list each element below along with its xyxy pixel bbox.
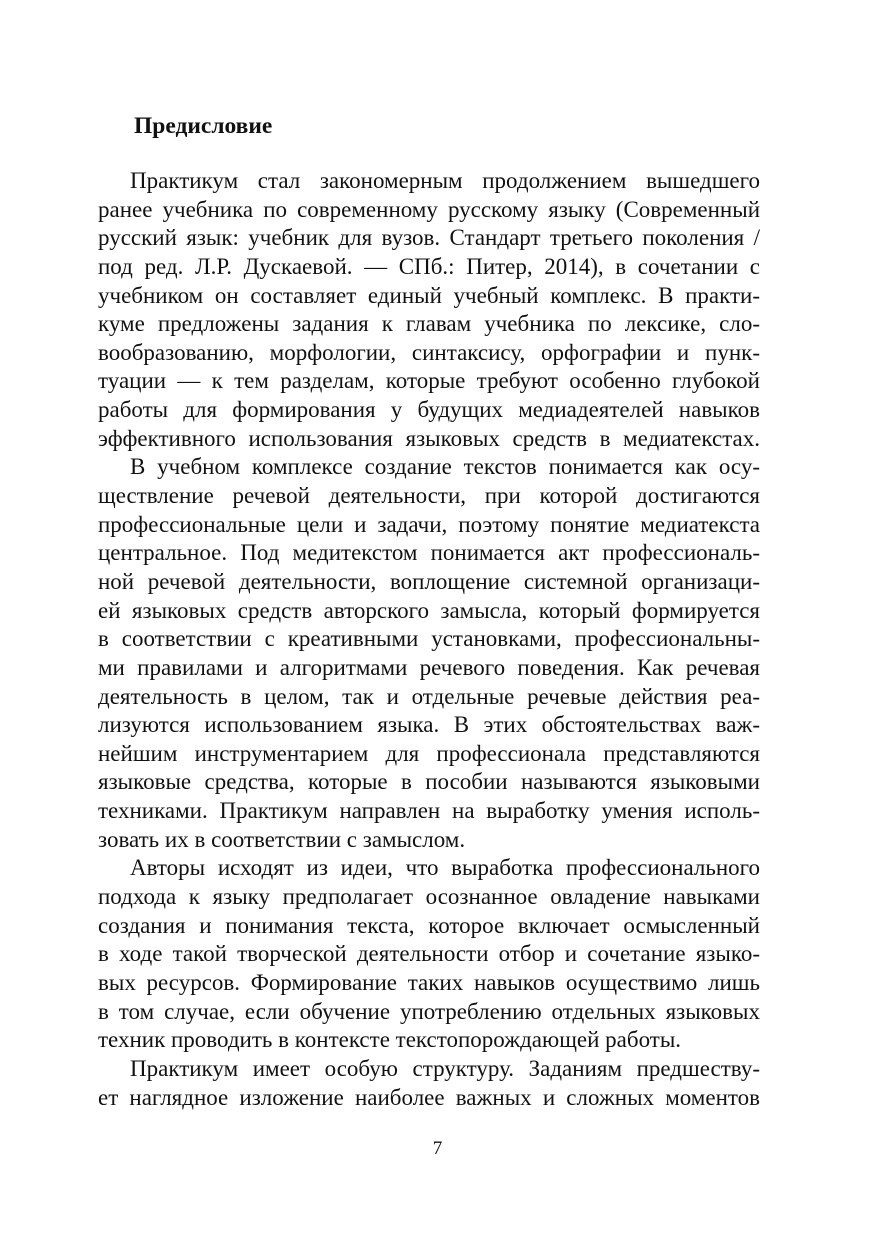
text-line: под ред. Л.Р. Дускаевой. — СПб.: Питер, 2014), в сочетании с bbox=[98, 253, 760, 279]
paragraph bbox=[98, 854, 760, 1054]
text-line: в том случае, если обучение употреблению отдельных языковых bbox=[98, 998, 760, 1024]
page-number: 7 bbox=[432, 1138, 443, 1159]
text-line: русский язык: учебник для вузов. Стандарт третьего поколения / bbox=[98, 225, 760, 251]
text-line: языковые средства, которые в пособии называются языковыми bbox=[98, 769, 760, 795]
text-line: деятельность в целом, так и отдельные речевые действия реа- bbox=[98, 683, 760, 709]
text-line: эффективного использования языковых средств в медиатекстах. bbox=[98, 425, 760, 451]
text-line: нейшим инструментарием для профессионала представляются bbox=[98, 740, 760, 766]
text-line: вых ресурсов. Формирование таких навыков осуществимо лишь bbox=[98, 969, 760, 995]
paragraph bbox=[98, 167, 760, 453]
text-line: зовать их в соответствии с замыслом. bbox=[98, 826, 466, 852]
text-line: подхода к языку предполагает осознанное овладение навыками bbox=[98, 884, 760, 910]
section-heading: Предисловие bbox=[134, 113, 273, 139]
text-line: в соответствии с креативными установками, профессиональны- bbox=[98, 626, 760, 652]
text-line: центральное. Под медитекстом понимается акт профессиональ- bbox=[98, 540, 760, 566]
text-line: ной речевой деятельности, воплощение системной организаци- bbox=[98, 568, 760, 594]
paragraph bbox=[98, 453, 760, 854]
text-line: В учебном комплексе создание текстов понимается как осу- bbox=[130, 454, 760, 480]
text-line: ей языковых средств авторского замысла, который формируется bbox=[98, 597, 760, 623]
text-line: ранее учебника по современному русскому языку (Современный bbox=[98, 196, 760, 222]
text-line: ществление речевой деятельности, при которой достигаются bbox=[98, 483, 760, 509]
text-line: куме предложены задания к главам учебника по лексике, сло- bbox=[98, 311, 760, 337]
text-line: техниками. Практикум направлен на выработку умения исполь- bbox=[98, 798, 760, 824]
text-line: профессиональные цели и задачи, поэтому понятие медиатекста bbox=[98, 511, 760, 537]
body-text bbox=[98, 167, 760, 1112]
text-line: вообразованию, морфологии, синтаксису, орфографии и пунк- bbox=[98, 339, 760, 365]
text-line: Практикум имеет особую структуру. Заданиям предшеству- bbox=[130, 1055, 760, 1081]
paragraph bbox=[98, 1055, 760, 1112]
text-line: Практикум стал закономерным продолжением вышедшего bbox=[130, 168, 760, 193]
text-line: создания и понимания текста, которое включает осмысленный bbox=[98, 912, 760, 938]
text-line: учебником он составляет единый учебный комплекс. В практи- bbox=[98, 282, 760, 308]
text-line: Авторы исходят из идеи, что выработка профессионального bbox=[130, 855, 760, 881]
text-line: ми правилами и алгоритмами речевого поведения. Как речевая bbox=[98, 654, 760, 680]
text-line: в ходе такой творческой деятельности отбор и сочетание языко- bbox=[98, 941, 760, 967]
text-line: техник проводить в контексте текстопорождающей работы. bbox=[98, 1027, 682, 1053]
text-line: туации — к тем разделам, которые требуют особенно глубокой bbox=[98, 368, 760, 394]
text-line: работы для формирования у будущих медиадеятелей навыков bbox=[98, 397, 760, 423]
text-line: ет наглядное изложение наиболее важных и сложных моментов bbox=[98, 1084, 760, 1110]
text-line: лизуются использованием языка. В этих обстоятельствах важ- bbox=[98, 712, 760, 738]
